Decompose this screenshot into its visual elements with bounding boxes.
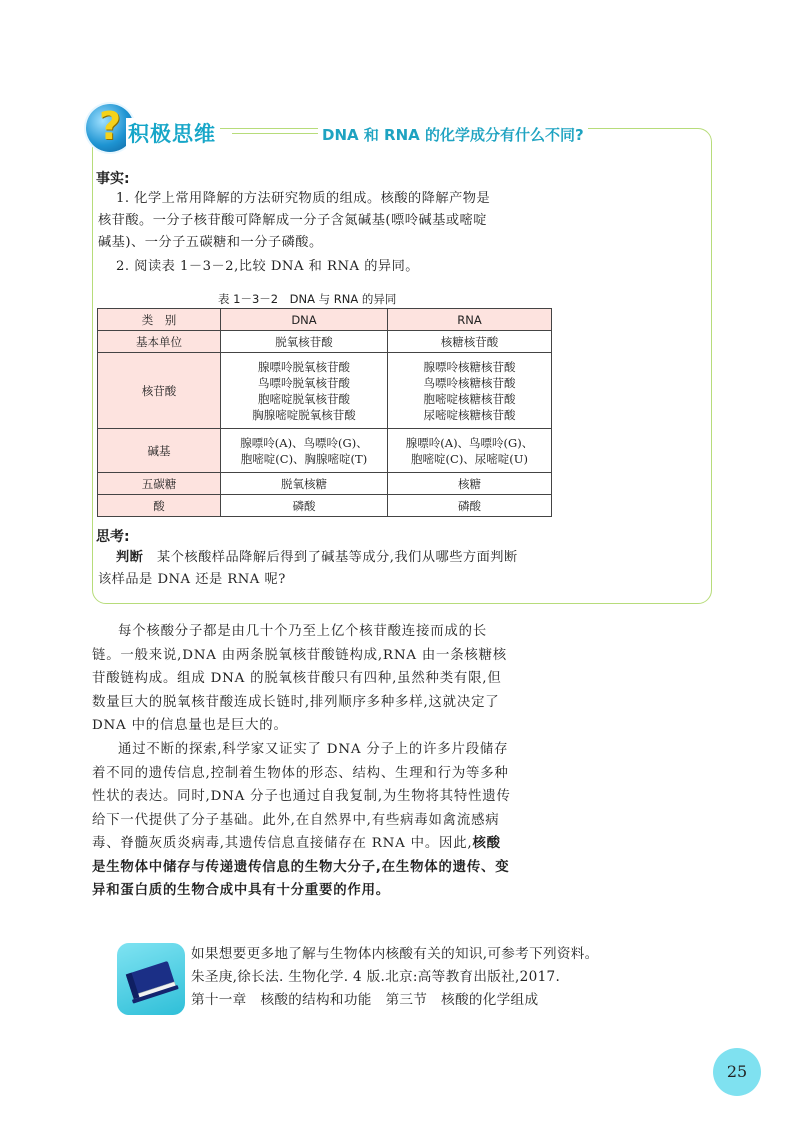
table-row [98, 331, 552, 353]
header-rna: RNA [388, 309, 552, 331]
cell-line: 胞嘧啶脱氧核苷酸 [258, 391, 350, 406]
comparison-table [97, 308, 552, 517]
cell-line: 腺嘌呤(A)、鸟嘌呤(G)、 [240, 435, 368, 450]
dna-cell [221, 331, 388, 353]
fact-item-2: 2. 阅读表 1－3－2,比较 DNA 和 RNA 的异同。 [116, 259, 419, 274]
page-number: 25 [726, 1062, 748, 1081]
header-category: 类 别 [98, 309, 221, 331]
header-dna: DNA [221, 309, 388, 331]
reference-chapter: 第十一章 核酸的结构和功能 第三节 核酸的化学组成 [191, 992, 539, 1008]
dna-cell [221, 429, 388, 473]
body-paragraph-1: 每个核酸分子都是由几十个乃至上亿个核苷酸连接而成的长链。一般来说,DNA 由两条脱氧核苷酸链构成,RNA 由一条核糖核苷酸链构成。组成 DNA 的脱氧核苷酸只有四种,虽然种类有限,但数量巨大的脱氧核苷酸连成长链时,排列顺序多种多样,这就决定了 DNA 中的信息量也是巨大的。 [92, 624, 508, 733]
cell-line: 胞嘧啶(C)、尿嘧啶(U) [411, 451, 528, 466]
facts-heading: 事实: [96, 171, 130, 187]
row-label: 酸 [98, 495, 221, 517]
question-mark-icon: ? [98, 104, 122, 148]
cell-line: 鸟嘌呤核糖核苷酸 [423, 375, 516, 390]
row-label: 碱基 [98, 429, 221, 473]
cell-line: 腺嘌呤(A)、鸟嘌呤(G)、 [405, 435, 534, 450]
fact-item-1: 1. 化学上常用降解的方法研究物质的组成。核酸的降解产物是核苷酸。一分子核苷酸可降解成一分子含氮碱基(嘌呤碱基或嘧啶碱基)、一分子五碳糖和一分子磷酸。 [98, 191, 491, 250]
book-icon-graphic [117, 943, 185, 1015]
cell-line: 腺嘌呤脱氧核苷酸 [258, 359, 350, 374]
table-caption: 表 1－3－2 DNA 与 RNA 的异同 [218, 292, 397, 306]
body-paragraph-2 [92, 738, 512, 903]
thinking-heading: 思考: [96, 529, 130, 545]
cell-line: 磷酸 [458, 498, 481, 513]
row-label: 五碳糖 [98, 473, 221, 495]
judgement-text: 某个核酸样品降解后得到了碱基等成分,我们从哪些方面判断该样品是 DNA 还是 RNA 呢? [98, 550, 518, 587]
table-row [98, 353, 552, 429]
cell-line: 核糖核苷酸 [440, 334, 499, 349]
cell-line: 胞嘧啶(C)、胸腺嘧啶(T) [240, 451, 368, 466]
dna-cell [221, 353, 388, 429]
cell-line: 腺嘌呤核糖核苷酸 [423, 359, 516, 374]
thinking-question [98, 547, 518, 591]
cell-line: 脱氧核糖 [281, 476, 327, 491]
title-divider [232, 133, 318, 134]
cell-line: 鸟嘌呤脱氧核苷酸 [258, 375, 350, 390]
cell-line: 尿嘧啶核糖核苷酸 [423, 407, 516, 422]
cell-line: 磷酸 [292, 498, 316, 513]
table-row [98, 473, 552, 495]
row-label: 核苷酸 [98, 353, 221, 429]
key-conclusion: 核酸是生物体中储存与传递遗传信息的生物大分子,在生物体的遗传、变异和蛋白质的生物合成中具有十分重要的作用。 [92, 836, 510, 898]
think-box-title: 积极思维 [126, 118, 220, 148]
book-icon [117, 943, 185, 1015]
table-header-row [98, 309, 552, 331]
rna-cell [388, 495, 552, 517]
cell-line: 脱氧核苷酸 [275, 334, 333, 349]
body-paragraph-2-text: 通过不断的探索,科学家又证实了 DNA 分子上的许多片段储存着不同的遗传信息,控制着生物体的形态、结构、生理和行为等多种性状的表达。同时,DNA 分子也通过自我复制,为生物将其特性遗传给下一代提供了分子基础。此外,在自然界中,有些病毒如禽流感病毒、脊髓灰质炎病毒,其遗传信息直接储存在 RNA 中。因此, [92, 742, 511, 851]
dna-cell [221, 473, 388, 495]
cell-line: 核糖 [458, 476, 481, 491]
rna-cell [388, 429, 552, 473]
reference-text [191, 943, 711, 1012]
think-box-question: DNA 和 RNA 的化学成分有什么不同? [318, 124, 588, 145]
row-label: 基本单位 [98, 331, 221, 353]
rna-cell [388, 331, 552, 353]
table-row [98, 495, 552, 517]
reference-citation: 朱圣庚,徐长法. 生物化学. 4 版.北京:高等教育出版社,2017. [191, 969, 561, 985]
dna-cell [221, 495, 388, 517]
rna-cell [388, 353, 552, 429]
cell-line: 胞嘧啶核糖核苷酸 [423, 391, 516, 406]
judgement-label: 判断 [116, 550, 144, 565]
table-row [98, 429, 552, 473]
rna-cell [388, 473, 552, 495]
reference-intro: 如果想要更多地了解与生物体内核酸有关的知识,可参考下列资料。 [191, 946, 599, 962]
cell-line: 胸腺嘧啶脱氧核苷酸 [252, 407, 356, 422]
